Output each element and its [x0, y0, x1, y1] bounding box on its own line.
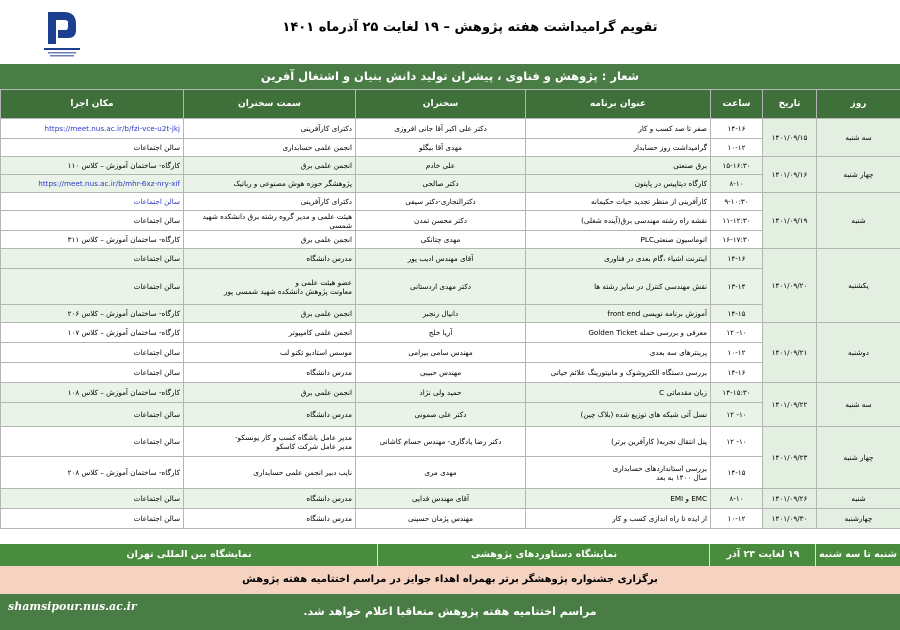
date-cell: ۱۴۰۱/۰۹/۲۳ — [763, 427, 817, 489]
program-cell: EMC و EMI — [526, 489, 711, 509]
place-cell: سالن اجتماعات — [1, 509, 184, 529]
role-cell: انجمن علمی کامپیوتر — [184, 323, 356, 343]
header — [0, 0, 900, 64]
role-cell: انجمن علمی برق — [184, 305, 356, 323]
table-row — [1, 157, 900, 175]
role-cell: انجمن علمی برق — [184, 231, 356, 249]
time-cell: ۱۰- ۱۲ — [711, 427, 763, 457]
speaker-cell: علی خادم — [356, 157, 526, 175]
speaker-cell: حمید ولی نژاد — [356, 383, 526, 403]
table-row — [1, 383, 900, 403]
time-cell: ۱۰- ۱۲ — [711, 323, 763, 343]
header-program: عنوان برنامه — [526, 90, 711, 119]
program-cell: معرفی و بررسی حمله Golden Ticket — [526, 323, 711, 343]
role-cell: هیئت علمی و مدیر گروه رشته برق دانشکده شهید شمسی — [184, 211, 356, 231]
schedule-table — [0, 89, 900, 529]
exhibition-bar — [0, 544, 900, 566]
place-cell: کارگاه- ساختمان آموزش – کلاس ۱۰۸ — [1, 383, 184, 403]
meeting-link[interactable]: سالن اجتماعات — [1, 193, 184, 211]
role-cell: انجمن علمی برق — [184, 157, 356, 175]
place-cell: کارگاه- ساختمان آموزش – کلاس ۳۱۱ — [1, 231, 184, 249]
exhibition-days: شنبه تا سه شنبه — [815, 544, 900, 566]
table-row — [1, 119, 900, 139]
speaker-cell: دکتر علی صمونی — [356, 403, 526, 427]
page-title: تقویم گرامیداشت هفته پژوهش – ۱۹ لغایت ۲۵ آذرماه ۱۴۰۱ — [282, 20, 658, 35]
time-cell: ۱۴-۱۵ — [711, 457, 763, 489]
role-cell: مدرس دانشگاه — [184, 509, 356, 529]
meeting-link[interactable]: https://meet.nus.ac.ir/b/mhr-6xz-nry-xif — [1, 175, 184, 193]
speaker-cell: آقای مهندس فدایی — [356, 489, 526, 509]
day-cell: شنبه — [817, 193, 900, 249]
meeting-link[interactable]: https://meet.nus.ac.ir/b/fzi-vce-u2t-jkj — [1, 119, 184, 139]
exhibition-dates: ۱۹ لغایت ۲۳ آذر — [709, 544, 816, 566]
time-cell: ۸-۱۰ — [711, 175, 763, 193]
time-cell: ۱۰-۱۲ — [711, 343, 763, 363]
program-cell: پرینترهای سه بعدی — [526, 343, 711, 363]
place-cell: کارگاه- ساختمان آموزش – کلاس ۱۰۷ — [1, 323, 184, 343]
place-cell: سالن اجتماعات — [1, 269, 184, 305]
time-cell: ۱۴-۱۶ — [711, 249, 763, 269]
time-cell: ۸-۱۰ — [711, 489, 763, 509]
closing-notice: مراسم اختتامیه هفته پژوهش متعاقبا اعلام خواهد شد. — [0, 594, 900, 630]
speaker-cell: مهدی مری — [356, 457, 526, 489]
place-cell: سالن اجتماعات — [1, 403, 184, 427]
time-cell: ۱۰- ۱۲ — [711, 403, 763, 427]
role-cell: مدرس دانشگاه — [184, 249, 356, 269]
table-row — [1, 249, 900, 269]
festival-notice: برگزاری جشنواره پژوهشگر برتر بهمراه اهداء جوایز در مراسم اختتامیه هفته پژوهش — [0, 566, 900, 594]
role-cell: دکترای کارآفرینی — [184, 193, 356, 211]
speaker-cell: مهدی چتانکی — [356, 231, 526, 249]
day-cell: سه شنبه — [817, 119, 900, 157]
header-speaker: سخنران — [356, 90, 526, 119]
time-cell: ۱۶-۱۷:۳۰ — [711, 231, 763, 249]
program-cell: نقشه راه رشته مهندسی برق(آینده شغلی) — [526, 211, 711, 231]
research-exhibition: نمایشگاه دستاوردهای پژوهشی — [377, 544, 710, 566]
time-cell: ۱۱-۱۲:۳۰ — [711, 211, 763, 231]
place-cell: سالن اجتماعات — [1, 363, 184, 383]
time-cell: ۱۴-۱۵:۳۰ — [711, 383, 763, 403]
date-cell: ۱۴۰۱/۰۹/۲۶ — [763, 489, 817, 509]
time-cell: ۱۰-۱۲ — [711, 509, 763, 529]
header-place: مکان اجرا — [1, 90, 184, 119]
speaker-cell: مهندس پژمان حسینی — [356, 509, 526, 529]
header-time: ساعت — [711, 90, 763, 119]
speaker-cell: دکتر رضا یادگاری- مهندس حسام کاشانی — [356, 427, 526, 457]
table-row — [1, 509, 900, 529]
program-cell: کارگاه دیتاپیس در پایتون — [526, 175, 711, 193]
header-day: روز — [817, 90, 900, 119]
role-cell: مدرس دانشگاه — [184, 489, 356, 509]
speaker-cell: مهندس سامی بیرامی — [356, 343, 526, 363]
date-cell: ۱۴۰۱/۰۹/۲۱ — [763, 323, 817, 383]
place-cell: سالن اجتماعات — [1, 343, 184, 363]
speaker-cell: دکتر مهدی اردستانی — [356, 269, 526, 305]
program-cell: بررسی دستگاه الکتروشوک و مانیتورینگ علائم حیاتی — [526, 363, 711, 383]
date-cell: ۱۴۰۱/۰۹/۱۵ — [763, 119, 817, 157]
speaker-cell: دکترالنجاری-دکتر سیفی — [356, 193, 526, 211]
program-cell: از ایده تا راه اندازی کسب و کار — [526, 509, 711, 529]
table-body — [1, 119, 900, 529]
date-cell: ۱۴۰۱/۰۹/۱۶ — [763, 157, 817, 193]
speaker-cell: آریا خلج — [356, 323, 526, 343]
program-cell: گرامیداشت روز حسابدار — [526, 139, 711, 157]
program-cell: صفر تا صد کسب و کار — [526, 119, 711, 139]
program-cell: برق صنعتی — [526, 157, 711, 175]
speaker-cell: دکتر محسن تمدن — [356, 211, 526, 231]
day-cell: چهارشنبه — [817, 509, 900, 529]
speaker-cell: دکتر صالحی — [356, 175, 526, 193]
role-cell: پژوهشگر حوزه هوش مصنوعی و رباتیک — [184, 175, 356, 193]
role-cell: موسس استادیو تکنو لب — [184, 343, 356, 363]
slogan-bar: شعار : پژوهش و فناوی ، پیشران تولید دانش بنیان و اشتغال آفرین — [0, 64, 900, 89]
table-header-row — [1, 90, 900, 119]
speaker-cell: دانیال رنجبر — [356, 305, 526, 323]
program-cell: اتوماسیون صنعتیPLC — [526, 231, 711, 249]
university-logo-icon — [40, 8, 84, 58]
day-cell: چهار شنبه — [817, 427, 900, 489]
program-cell: اینترنت اشیاء ،گام بعدی در فناوری — [526, 249, 711, 269]
speaker-cell: آقای مهندس ادیب پور — [356, 249, 526, 269]
place-cell: سالن اجتماعات — [1, 211, 184, 231]
table-row — [1, 489, 900, 509]
role-cell: مدیر عامل باشگاه کسب و کار یونسکو- مدیر عامل شرکت کاسکو — [184, 427, 356, 457]
program-cell: آموزش برنامه نویسی front end — [526, 305, 711, 323]
table-row — [1, 323, 900, 343]
time-cell: ۱۴-۱۶ — [711, 119, 763, 139]
role-cell: نایب دبیر انجمن علمی حسابداری — [184, 457, 356, 489]
speaker-cell: دکتر علی اکبر آقا جانی افروزی — [356, 119, 526, 139]
header-role: سمت سخنران — [184, 90, 356, 119]
role-cell: دکترای کارآفرینی — [184, 119, 356, 139]
date-cell: ۱۴۰۱/۰۹/۱۹ — [763, 193, 817, 249]
table-row — [1, 427, 900, 457]
program-cell: بررسی استانداردهای حسابداری سال ۱۴۰۰ به بعد — [526, 457, 711, 489]
day-cell: دوشنبه — [817, 323, 900, 383]
time-cell: ۹-۱۰:۳۰ — [711, 193, 763, 211]
place-cell: سالن اجتماعات — [1, 489, 184, 509]
day-cell: چهار شنبه — [817, 157, 900, 193]
program-cell: زبان مقدماتی C — [526, 383, 711, 403]
role-cell: مدرس دانشگاه — [184, 363, 356, 383]
time-cell: ۱۵-۱۶:۳۰ — [711, 157, 763, 175]
tehran-exhibition: نمایشگاه بین المللی تهران — [126, 549, 252, 560]
date-cell: ۱۴۰۱/۰۹/۲۲ — [763, 383, 817, 427]
day-cell: شنبه — [817, 489, 900, 509]
table-row — [1, 193, 900, 211]
time-cell: ۱۰-۱۲ — [711, 139, 763, 157]
time-cell: ۱۴-۱۶ — [711, 363, 763, 383]
program-cell: پنل انتقال تجربه( کارآفرین برتر) — [526, 427, 711, 457]
place-cell: کارگاه- ساختمان آموزش – کلاس ۱۱۰ — [1, 157, 184, 175]
role-cell: انجمن علمی برق — [184, 383, 356, 403]
site-url[interactable]: shamsipour.nus.ac.ir — [8, 600, 137, 613]
program-cell: نقش مهندسی کنترل در سایر رشته ها — [526, 269, 711, 305]
place-cell: سالن اجتماعات — [1, 139, 184, 157]
program-cell: نسل آتی شبکه های توزیع شده (بلاک چین) — [526, 403, 711, 427]
role-cell: انجمن علمی حسابداری — [184, 139, 356, 157]
day-cell: سه شنبه — [817, 383, 900, 427]
place-cell: کارگاه- ساختمان آموزش – کلاس ۲۰۶ — [1, 305, 184, 323]
time-cell: ۱۳-۱۴ — [711, 269, 763, 305]
date-cell: ۱۴۰۱/۰۹/۳۰ — [763, 509, 817, 529]
day-cell: یکشنبه — [817, 249, 900, 323]
speaker-cell: مهندس حبیبی — [356, 363, 526, 383]
place-cell: سالن اجتماعات — [1, 249, 184, 269]
speaker-cell: مهدی آقا بیگلو — [356, 139, 526, 157]
role-cell: مدرس دانشگاه — [184, 403, 356, 427]
time-cell: ۱۴-۱۵ — [711, 305, 763, 323]
place-cell: کارگاه- ساختمان آموزش – کلاس ۲۰۸ — [1, 457, 184, 489]
place-cell: سالن اجتماعات — [1, 427, 184, 457]
role-cell: عضو هیئت علمی و معاونت پژوهش دانشکده شهید شمسی پور — [184, 269, 356, 305]
program-cell: کارآفرینی از منظر تجدید حیات حکیمانه — [526, 193, 711, 211]
header-date: تاریخ — [763, 90, 817, 119]
date-cell: ۱۴۰۱/۰۹/۲۰ — [763, 249, 817, 323]
